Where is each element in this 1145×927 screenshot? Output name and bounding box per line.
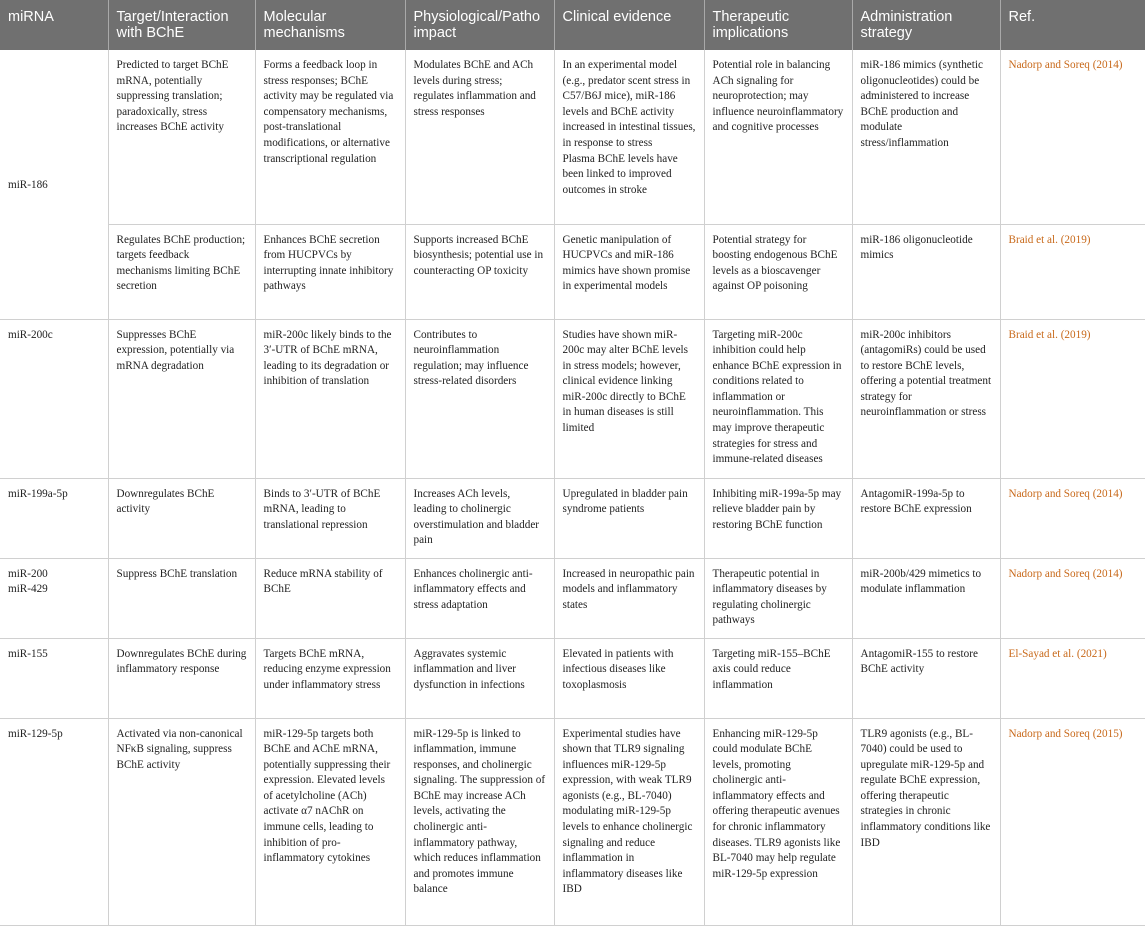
table-row [0, 319, 1145, 478]
therapeutic-cell: Potential role in balancing ACh signaling for neuroprotection; may influence neuroinflammatory and cognitive processes [704, 50, 852, 224]
table-row [0, 558, 1145, 638]
clinical-cell: Studies have shown miR-200c may alter BChE levels in stress models; however, clinical evidence linking miR-200c directly to BChE in human diseases is still limited [554, 319, 704, 478]
target-cell: Activated via non-canonical NFκB signaling, suppress BChE activity [108, 718, 255, 925]
therapeutic-cell: Targeting miR-155–BChE axis could reduce inflammation [704, 638, 852, 718]
impact-cell: Contributes to neuroinflammation regulation; may influence stress-related disorders [405, 319, 554, 478]
administration-cell: miR-186 oligonucleotide mimics [852, 224, 1000, 319]
impact-cell: Enhances cholinergic anti-inflammatory effects and stress adaptation [405, 558, 554, 638]
target-cell: Suppress BChE translation [108, 558, 255, 638]
mechanism-cell: miR-200c likely binds to the 3′-UTR of BChE mRNA, leading to its degradation or inhibition of translation [255, 319, 405, 478]
therapeutic-cell: Targeting miR-200c inhibition could help enhance BChE expression in conditions related to inflammation or neuroinflammation. This may improve therapeutic strategies for stress and immune-related diseases [704, 319, 852, 478]
impact-cell: miR-129-5p is linked to inflammation, immune responses, and cholinergic signaling. The suppression of BChE may increase ACh levels, activating the cholinergic anti-inflammatory pathway, which reduces inflammation and promotes immune balance [405, 718, 554, 925]
clinical-cell: Increased in neuropathic pain models and inflammatory states [554, 558, 704, 638]
clinical-cell: Elevated in patients with infectious diseases like toxoplasmosis [554, 638, 704, 718]
administration-cell: miR-186 mimics (synthetic oligonucleotides) could be administered to increase BChE production and modulate stress/inflammation [852, 50, 1000, 224]
mechanism-cell: Forms a feedback loop in stress responses; BChE activity may be regulated via compensatory mechanisms, post-translational modifications, or alternative transcriptional regulation [255, 50, 405, 224]
mirna-cell: miR-186 [0, 50, 108, 319]
header-mechanisms: Molecular mechanisms [255, 0, 405, 50]
mechanism-cell: miR-129-5p targets both BChE and AChE mRNA, potentially suppressing their expression. Elevated levels of acetylcholine (ACh) activate α7 nAChR on immune cells, leading to inhibition of pro-inflammatory cytokines [255, 718, 405, 925]
therapeutic-cell: Inhibiting miR-199a-5p may relieve bladder pain by restoring BChE function [704, 478, 852, 558]
administration-cell: miR-200c inhibitors (antagomiRs) could be used to restore BChE levels, offering a potential treatment strategy for neuroinflammation or stress [852, 319, 1000, 478]
header-row [0, 0, 1145, 50]
mechanism-cell: Binds to 3′-UTR of BChE mRNA, leading to translational repression [255, 478, 405, 558]
impact-cell: Supports increased BChE biosynthesis; potential use in counteracting OP toxicity [405, 224, 554, 319]
header-mirna: miRNA [0, 0, 108, 50]
mechanism-cell: Enhances BChE secretion from HUCPVCs by interrupting innate inhibitory pathways [255, 224, 405, 319]
header-clinical: Clinical evidence [554, 0, 704, 50]
ref-cell[interactable]: Braid et al. (2019) [1000, 319, 1145, 478]
administration-cell: AntagomiR-155 to restore BChE activity [852, 638, 1000, 718]
mirna-cell: miR-200c [0, 319, 108, 478]
clinical-cell: In an experimental model (e.g., predator scent stress in C57/B6J mice), miR-186 levels and BChE activity increased in intestinal tissues, in response to stress Plasma BChE levels have been linked to improved outcomes in stroke [554, 50, 704, 224]
ref-cell[interactable]: Nadorp and Soreq (2014) [1000, 478, 1145, 558]
target-cell: Downregulates BChE activity [108, 478, 255, 558]
header-therapeutic: Therapeutic implications [704, 0, 852, 50]
impact-cell: Modulates BChE and ACh levels during stress; regulates inflammation and stress responses [405, 50, 554, 224]
table-body [0, 50, 1145, 925]
administration-cell: miR-200b/429 mimetics to modulate inflammation [852, 558, 1000, 638]
table-row [0, 638, 1145, 718]
mirna-cell: miR-155 [0, 638, 108, 718]
table-row [0, 224, 1145, 319]
header-ref: Ref. [1000, 0, 1145, 50]
table-row [0, 478, 1145, 558]
header-impact: Physiological/Patho impact [405, 0, 554, 50]
therapeutic-cell: Therapeutic potential in inflammatory diseases by regulating cholinergic pathways [704, 558, 852, 638]
administration-cell: TLR9 agonists (e.g., BL-7040) could be used to upregulate miR-129-5p and regulate BChE expression, offering therapeutic strategies in chronic inflammatory conditions like IBD [852, 718, 1000, 925]
impact-cell: Aggravates systemic inflammation and liver dysfunction in infections [405, 638, 554, 718]
mirna-cell: miR-129-5p [0, 718, 108, 925]
target-cell: Suppresses BChE expression, potentially via mRNA degradation [108, 319, 255, 478]
clinical-cell: Experimental studies have shown that TLR9 signaling influences miR-129-5p expression, with weak TLR9 agonists (e.g., BL-7040) modulating miR-129-5p levels to enhance cholinergic signaling and reduce inflammation in inflammatory diseases like IBD [554, 718, 704, 925]
clinical-cell: Upregulated in bladder pain syndrome patients [554, 478, 704, 558]
administration-cell: AntagomiR-199a-5p to restore BChE expression [852, 478, 1000, 558]
ref-cell[interactable]: Nadorp and Soreq (2014) [1000, 558, 1145, 638]
target-cell: Downregulates BChE during inflammatory response [108, 638, 255, 718]
mirna-cell: miR-200 miR-429 [0, 558, 108, 638]
therapeutic-cell: Enhancing miR-129-5p could modulate BChE levels, promoting cholinergic anti-inflammatory effects and offering therapeutic avenues for chronic inflammatory diseases. TLR9 agonists like BL-7040 may help regulate miR-129-5p expression [704, 718, 852, 925]
ref-cell[interactable]: Nadorp and Soreq (2015) [1000, 718, 1145, 925]
table-row [0, 718, 1145, 925]
therapeutic-cell: Potential strategy for boosting endogenous BChE levels as a bioscavenger against OP poisoning [704, 224, 852, 319]
target-cell: Regulates BChE production; targets feedback mechanisms limiting BChE secretion [108, 224, 255, 319]
mechanism-cell: Targets BChE mRNA, reducing enzyme expression under inflammatory stress [255, 638, 405, 718]
impact-cell: Increases ACh levels, leading to cholinergic overstimulation and bladder pain [405, 478, 554, 558]
header-administration: Administration strategy [852, 0, 1000, 50]
header-target: Target/Interaction with BChE [108, 0, 255, 50]
clinical-cell: Genetic manipulation of HUCPVCs and miR-186 mimics have shown promise in experimental models [554, 224, 704, 319]
ref-cell[interactable]: El-Sayad et al. (2021) [1000, 638, 1145, 718]
ref-cell[interactable]: Nadorp and Soreq (2014) [1000, 50, 1145, 224]
mirna-cell: miR-199a-5p [0, 478, 108, 558]
mechanism-cell: Reduce mRNA stability of BChE [255, 558, 405, 638]
target-cell: Predicted to target BChE mRNA, potentially suppressing translation; paradoxically, stress increases BChE activity [108, 50, 255, 224]
ref-cell[interactable]: Braid et al. (2019) [1000, 224, 1145, 319]
table-row [0, 50, 1145, 224]
